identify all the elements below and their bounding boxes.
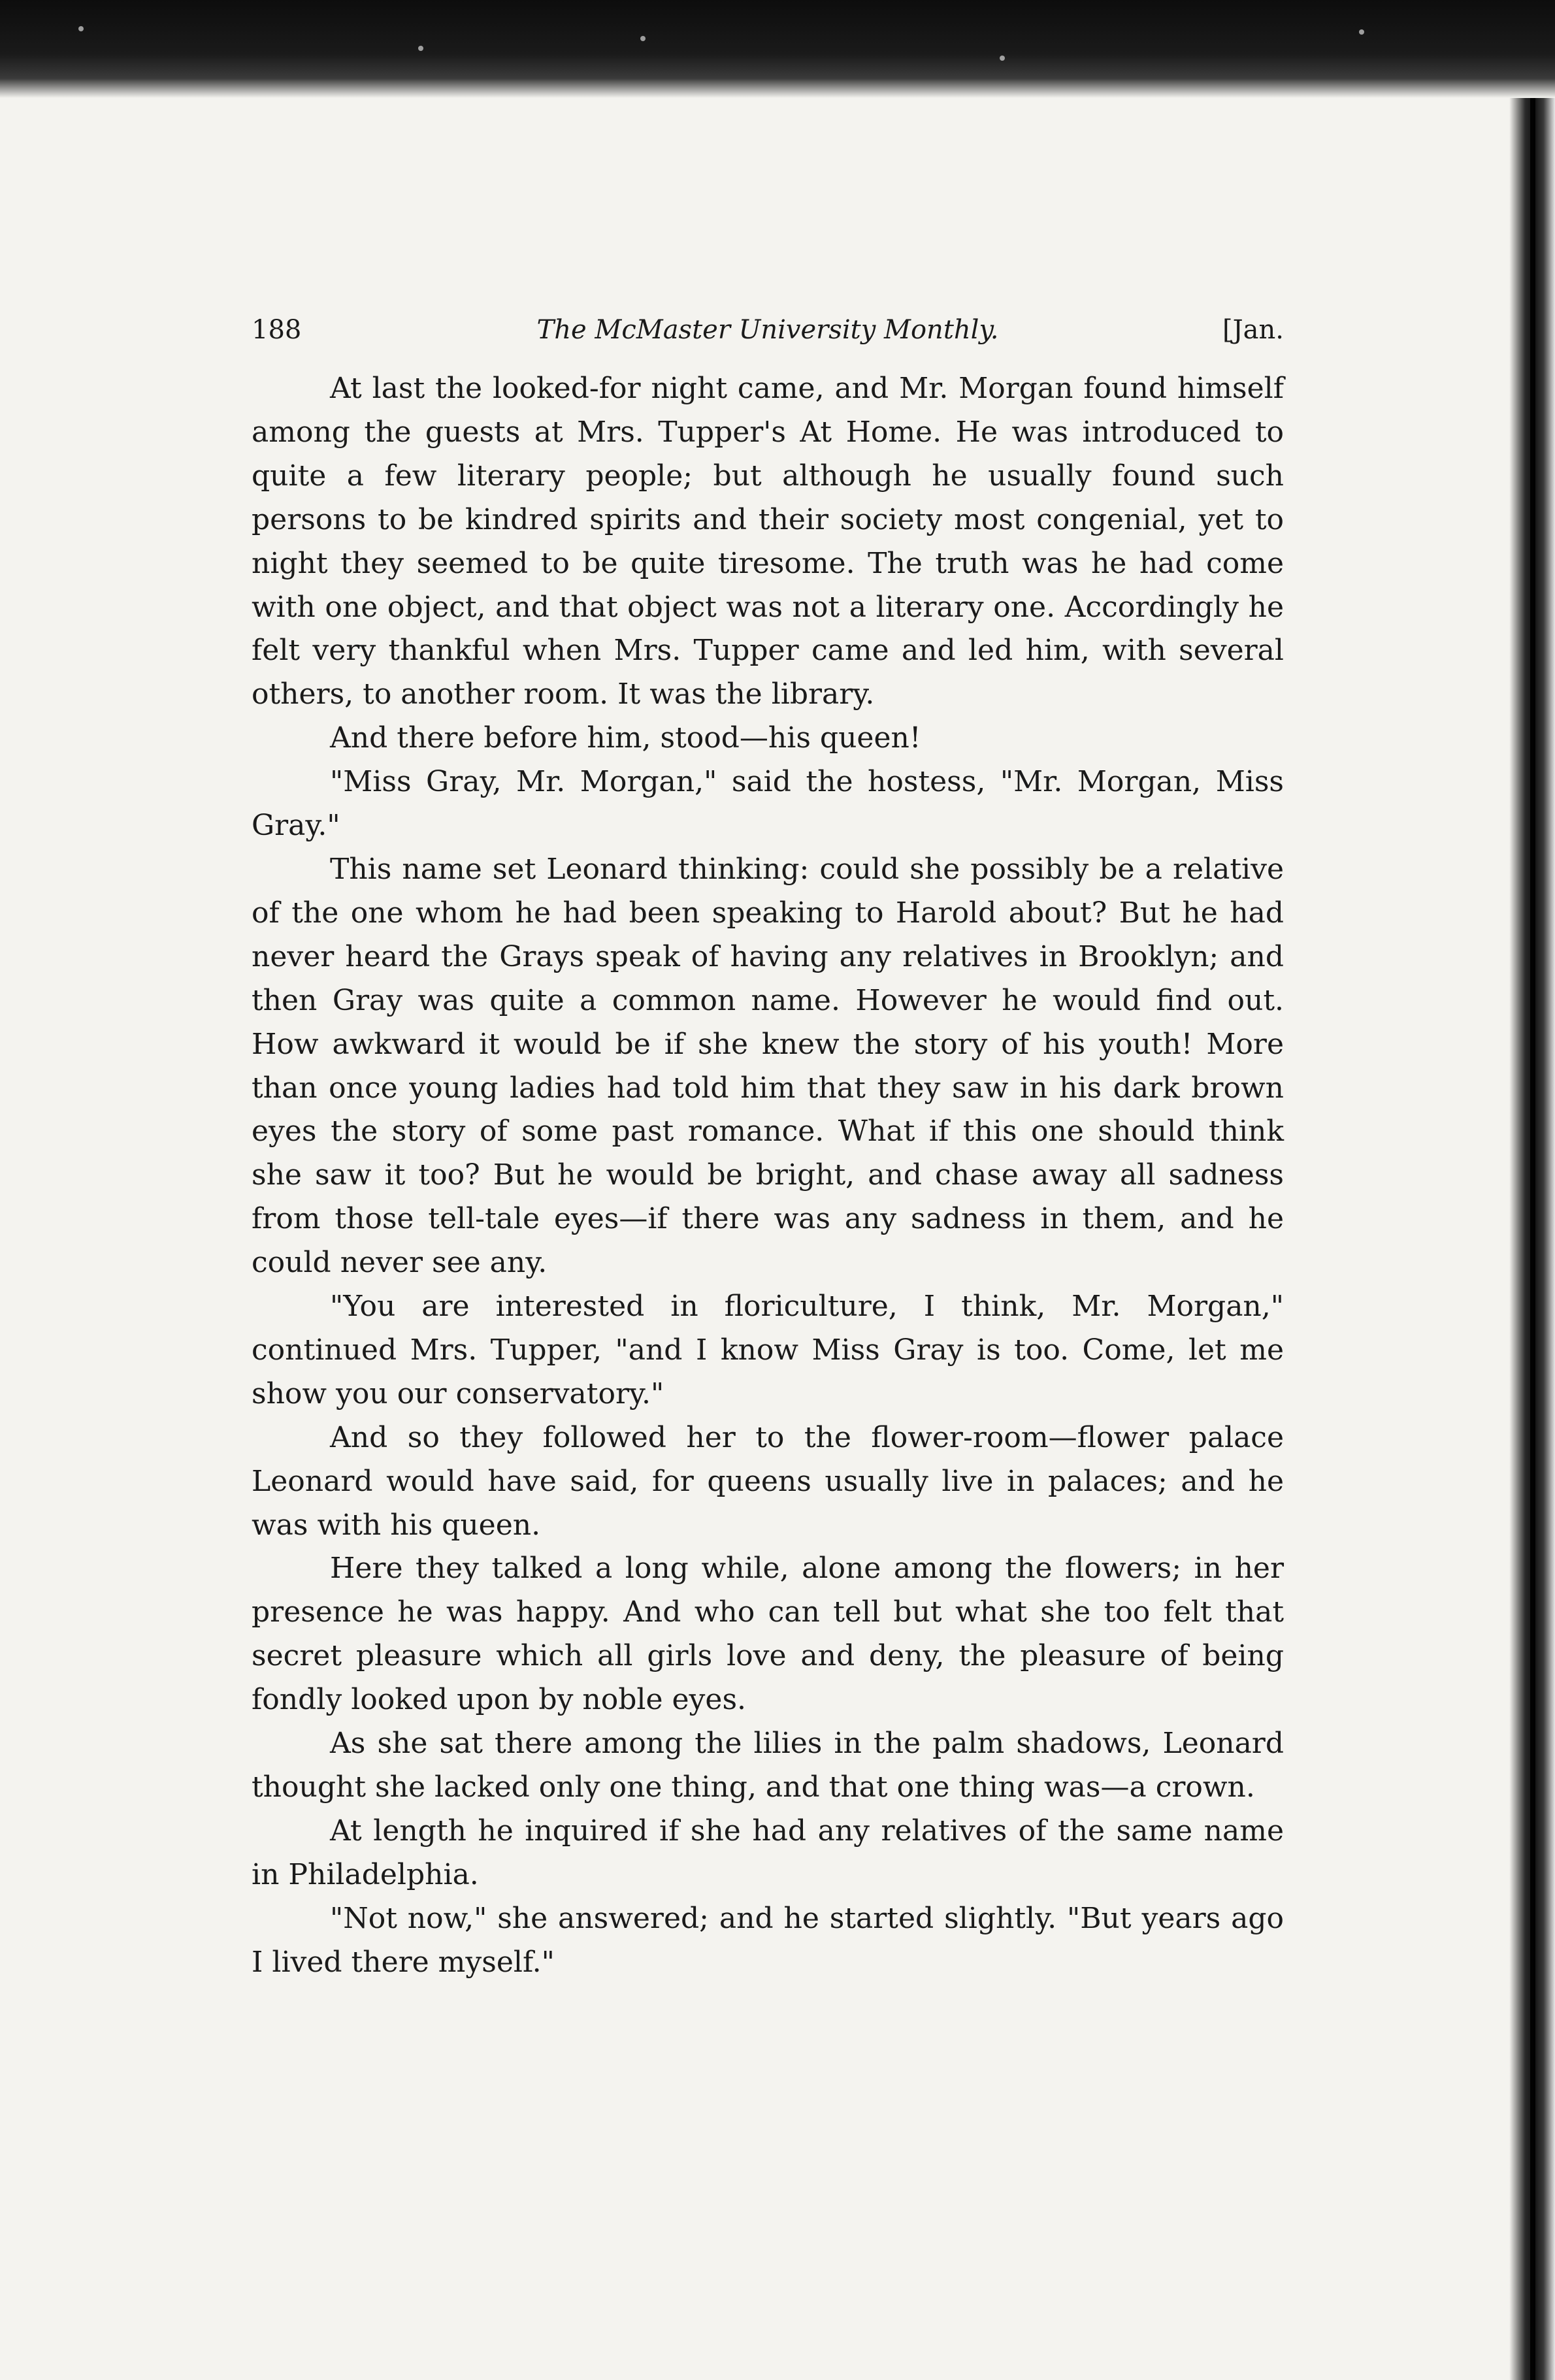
scan-speck bbox=[640, 36, 646, 41]
paragraph: At length he inquired if she had any relatives of the same name in Philadelphia. bbox=[252, 1814, 1284, 1891]
paragraph: As she sat there among the lilies in the palm shadows, Leonard thought she lacked only one thing, and that one thing was—a crown. bbox=[252, 1727, 1284, 1804]
paragraph: "Not now," she answered; and he started slightly. "But years ago I lived there myself." bbox=[252, 1901, 1284, 1979]
scan-binding-shadow bbox=[1530, 98, 1535, 2380]
scan-speck bbox=[1000, 56, 1005, 61]
paragraph: "Miss Gray, Mr. Morgan," said the hostess, "Mr. Morgan, Miss Gray." bbox=[252, 765, 1284, 843]
scan-speck bbox=[1359, 29, 1364, 35]
journal-title: The McMaster University Monthly. bbox=[536, 315, 999, 345]
scan-speck bbox=[418, 46, 423, 51]
paragraph: And there before him, stood—his queen! bbox=[330, 721, 921, 755]
page-number: 188 bbox=[252, 315, 302, 345]
document-page bbox=[252, 307, 1284, 1985]
running-header bbox=[252, 307, 1284, 353]
paragraph: This name set Leonard thinking: could she possibly be a relative of the one whom he had been speaking to Harold about? But he had never heard the Grays speak of having any relatives in Brooklyn; and then Gray was quite a common name. However he would find out. How awkward it would be if she knew the story of his youth! More than once young ladies had told him that they saw in his dark brown eyes the story of some past romance. What if this one should think she saw it too? But he would be bright, and chase away all sadness from those tell-tale eyes—if there was any sadness in them, and he could never see any. bbox=[252, 852, 1284, 1280]
paragraph: "You are interested in floriculture, I think, Mr. Morgan," continued Mrs. Tupper, "and I know Miss Gray is too. Come, let me show you our conservatory." bbox=[252, 1290, 1284, 1410]
paragraph: And so they followed her to the flower-room—flower palace Leonard would have said, for queens usually live in palaces; and he was with his queen. bbox=[252, 1420, 1284, 1542]
paragraph: At last the looked-for night came, and Mr. Morgan found himself among the guests at Mrs. Tupper's At Home. He was introduced to quite a few literary people; but although he usually found such persons to be kindred spirits and their society most congenial, yet to night they seemed to be quite tiresome. The truth was he had come with one object, and that object was not a literary one. Accordingly he felt very thankful when Mrs. Tupper came and led him, with several others, to another room. It was the library. bbox=[252, 372, 1284, 711]
article-body bbox=[252, 367, 1284, 1985]
issue-month: [Jan. bbox=[1222, 315, 1284, 345]
paragraph: Here they talked a long while, alone among the flowers; in her presence he was happy. And who can tell but what she too felt that secret pleasure which all girls love and deny, the pleasure of being fondly looked upon by noble eyes. bbox=[252, 1552, 1284, 1717]
scan-top-border bbox=[0, 0, 1555, 98]
scan-speck bbox=[78, 26, 84, 31]
